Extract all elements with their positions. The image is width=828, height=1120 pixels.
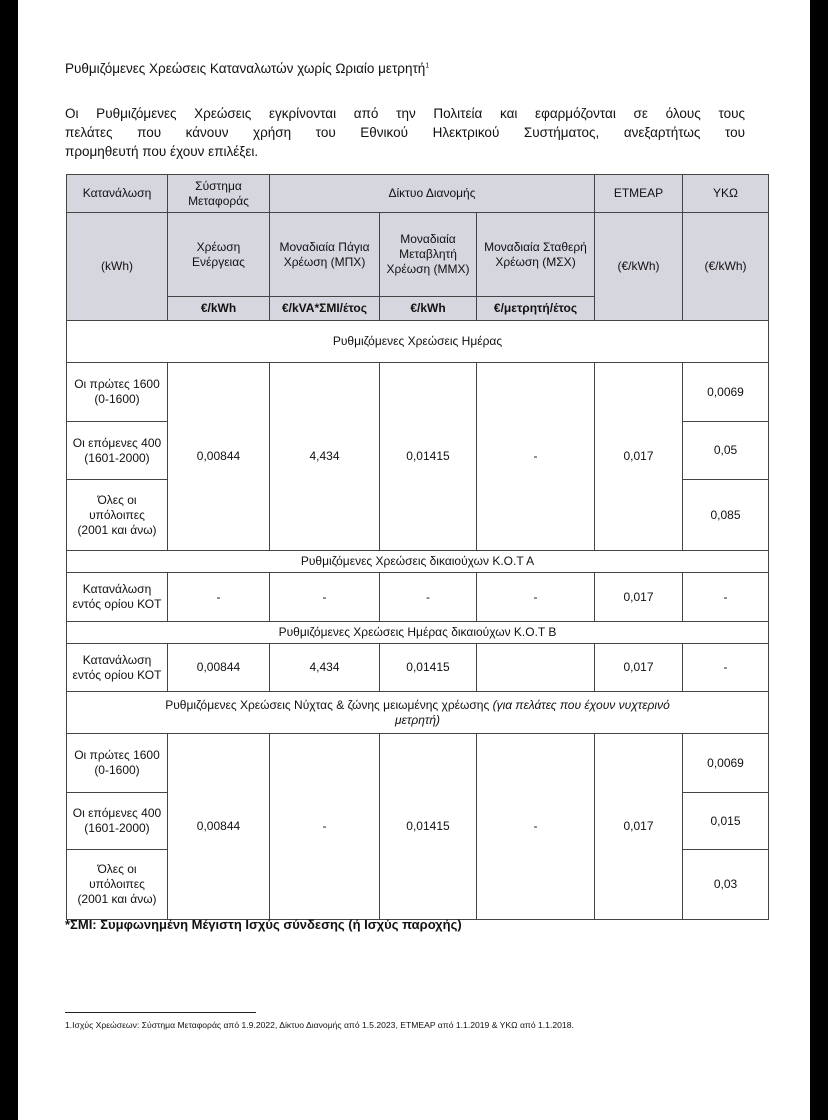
intro-paragraph	[65, 104, 745, 161]
etmear-value: 0,017	[595, 363, 683, 551]
night-title-note: (για πελάτες που έχουν νυχτερινό μετρητή)	[394, 697, 670, 727]
intro-line: πελάτες που κάνουν χρήση του Εθνικού Ηλεκτρικού Συστήματος, ανεξαρτήτως του	[65, 125, 745, 140]
energy-charge-value: 0,00844	[168, 363, 270, 551]
kot-a-row	[67, 573, 769, 622]
tier-name: Οι επόμενες 400	[72, 435, 162, 450]
col-header-etmear: ΕΤΜΕΑΡ	[595, 175, 683, 213]
mpx-value: 4,434	[270, 363, 380, 551]
col-header-transmission: Σύστημα Μεταφοράς	[168, 175, 270, 213]
tier-label	[67, 850, 168, 920]
charges-table	[66, 174, 769, 920]
tier-name: Οι πρώτες 1600	[74, 748, 160, 762]
unit-mpx: €/kVA*ΣΜΙ/έτος	[270, 297, 380, 321]
tier-row	[67, 734, 769, 793]
yko-value: 0,0069	[683, 363, 769, 422]
section-row	[67, 692, 769, 734]
tier-range: (2001 και άνω)	[77, 522, 157, 537]
title-text: Ρυθμιζόμενες Χρεώσεις Καταναλωτών χωρίς Ωριαίο μετρητή	[65, 61, 426, 76]
unit-energy: €/kWh	[168, 297, 270, 321]
col-header-distribution: Δίκτυο Διανομής	[270, 175, 595, 213]
col-header-consumption: Κατανάλωση	[67, 175, 168, 213]
section-title-kot-b: Ρυθμιζόμενες Χρεώσεις Ημέρας δικαιούχων Κ.Ο.Τ Β	[67, 622, 769, 644]
col-header-kwh: (kWh)	[67, 213, 168, 321]
msx-value: -	[477, 363, 595, 551]
energy-charge-value: -	[168, 573, 270, 622]
mmx-value: 0,01415	[380, 644, 477, 692]
msx-value: -	[477, 734, 595, 920]
tier-label	[67, 734, 168, 793]
section-title-kot-a: Ρυθμιζόμενες Χρεώσεις δικαιούχων Κ.Ο.Τ Α	[67, 551, 769, 573]
document-page	[18, 0, 810, 1120]
tier-range: (1601-2000)	[84, 821, 150, 835]
tier-label	[67, 793, 168, 850]
mpx-value: -	[270, 734, 380, 920]
tier-label	[67, 422, 168, 480]
title-footnote-mark: 1	[425, 62, 430, 70]
smi-note: *ΣΜΙ: Συμφωνημένη Μέγιστη Ισχύς σύνδεσης (ή Ισχύς παροχής)	[65, 917, 462, 932]
night-title-main: Ρυθμιζόμενες Χρεώσεις Νύχτας & ζώνης μειωμένης χρέωσης	[165, 697, 490, 712]
tier-range: (0-1600)	[94, 392, 140, 406]
kot-b-label: Κατανάλωση εντός ορίου ΚΟΤ	[67, 644, 168, 692]
mmx-value: -	[380, 573, 477, 622]
col-header-yko: ΥΚΩ	[683, 175, 769, 213]
kot-b-row	[67, 644, 769, 692]
yko-value: 0,05	[683, 422, 769, 480]
tier-range: (2001 και άνω)	[77, 892, 157, 906]
yko-value: 0,0069	[683, 734, 769, 793]
msx-value	[477, 644, 595, 692]
col-header-yko-unit: (€/kWh)	[683, 213, 769, 321]
tier-row	[67, 363, 769, 422]
etmear-value: 0,017	[595, 573, 683, 622]
tier-label	[67, 480, 168, 551]
mmx-value: 0,01415	[380, 734, 477, 920]
etmear-value: 0,017	[595, 644, 683, 692]
kot-a-label: Κατανάλωση εντός ορίου ΚΟΤ	[67, 573, 168, 622]
mpx-value: -	[270, 573, 380, 622]
tier-label	[67, 363, 168, 422]
footnote: 1.Ισχύς Χρεώσεων: Σύστημα Μεταφοράς από 1.9.2022, Δίκτυο Διανομής από 1.5.2023, ΕΤΜΕΑΡ από 1.1.2019 & ΥΚΩ από 1.1.2018.	[65, 1020, 574, 1030]
tier-range: (0-1600)	[94, 763, 140, 777]
yko-value: 0,085	[683, 480, 769, 551]
tier-name: Οι πρώτες 1600	[74, 377, 160, 391]
yko-value: 0,03	[683, 850, 769, 920]
section-row	[67, 551, 769, 573]
tier-range: (1601-2000)	[84, 450, 150, 465]
col-header-energy-charge: Χρέωση Ενέργειας	[168, 213, 270, 297]
msx-value: -	[477, 573, 595, 622]
yko-value: 0,015	[683, 793, 769, 850]
tier-name: Οι επόμενες 400	[72, 806, 162, 820]
header-row	[67, 213, 769, 297]
yko-value: -	[683, 573, 769, 622]
section-title-day: Ρυθμιζόμενες Χρεώσεις Ημέρας	[67, 321, 769, 363]
section-title-night	[67, 692, 769, 734]
energy-charge-value: 0,00844	[168, 734, 270, 920]
tier-name: Όλες οι υπόλοιπες	[89, 862, 145, 891]
col-header-etmear-unit: (€/kWh)	[595, 213, 683, 321]
document-title	[65, 61, 429, 76]
col-header-msx: Μοναδιαία Σταθερή Χρέωση (ΜΣΧ)	[477, 213, 595, 297]
unit-msx: €/μετρητή/έτος	[477, 297, 595, 321]
energy-charge-value: 0,00844	[168, 644, 270, 692]
unit-mmx: €/kWh	[380, 297, 477, 321]
mpx-value: 4,434	[270, 644, 380, 692]
intro-line: προμηθευτή που έχουν επιλέξει.	[65, 144, 259, 159]
col-header-mpx: Μοναδιαία Πάγια Χρέωση (ΜΠΧ)	[270, 213, 380, 297]
yko-value: -	[683, 644, 769, 692]
header-row	[67, 175, 769, 213]
mmx-value: 0,01415	[380, 363, 477, 551]
section-row	[67, 321, 769, 363]
etmear-value: 0,017	[595, 734, 683, 920]
footnote-divider	[65, 1012, 256, 1013]
col-header-mmx: Μοναδιαία Μεταβλητή Χρέωση (ΜΜΧ)	[380, 213, 477, 297]
intro-line: Οι Ρυθμιζόμενες Χρεώσεις εγκρίνονται από την Πολιτεία και εφαρμόζονται σε όλους τους	[65, 106, 745, 121]
section-row	[67, 622, 769, 644]
tier-name: Όλες οι υπόλοιπες	[89, 492, 145, 522]
